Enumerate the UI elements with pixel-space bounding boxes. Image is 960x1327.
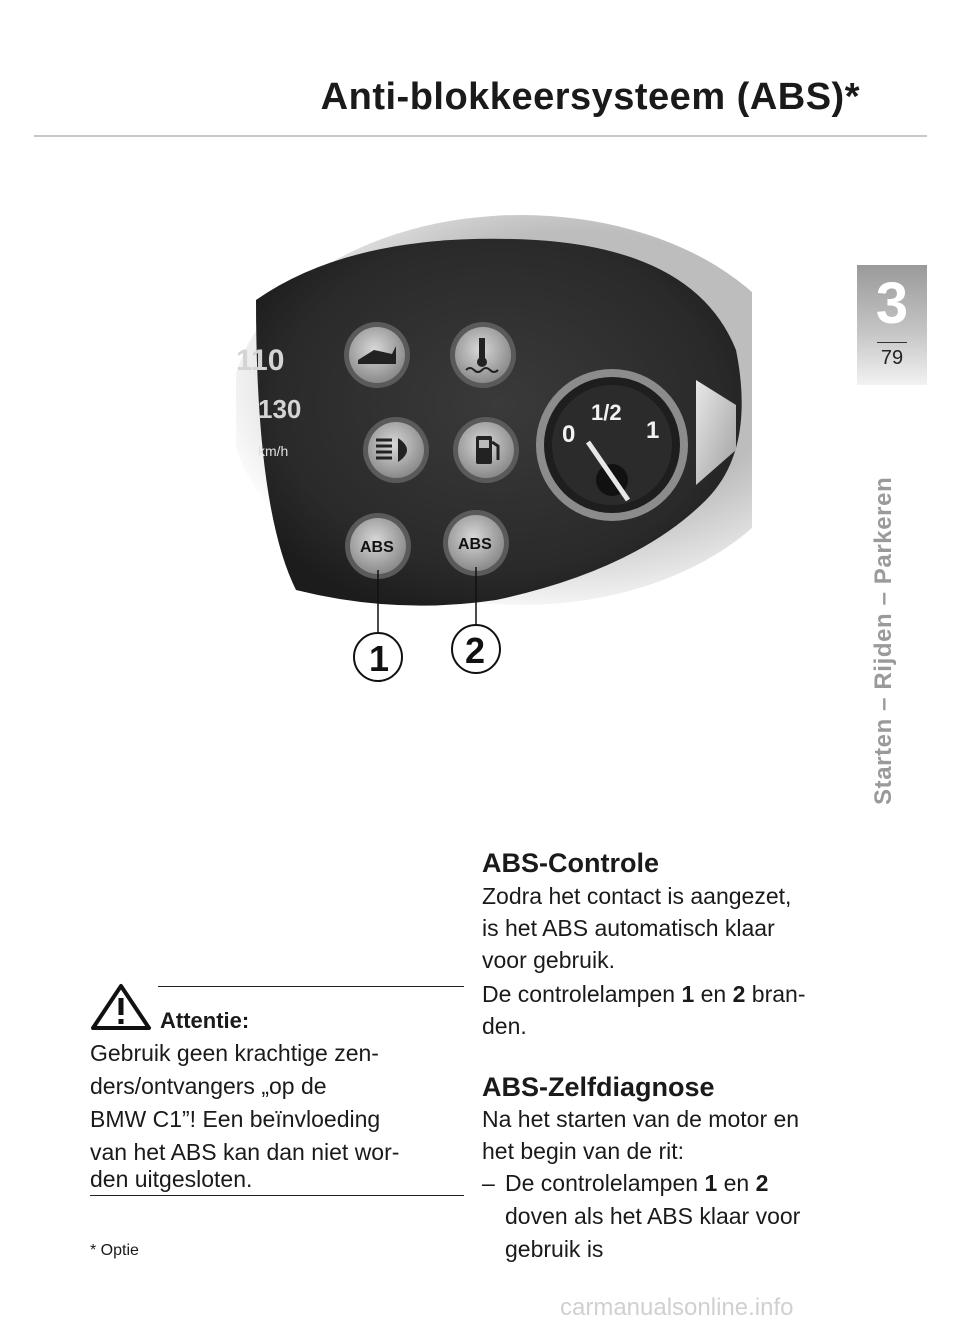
abs-controle-lamp-line-end: den. bbox=[482, 1013, 527, 1039]
oil-pressure-warning-icon bbox=[344, 322, 410, 388]
speedometer-130-label: 130 bbox=[258, 394, 302, 424]
chapter-tab-divider bbox=[877, 342, 907, 343]
abs-lamp-2-label: ABS bbox=[458, 536, 492, 553]
bullet-line-3: gebruik is bbox=[505, 1236, 604, 1262]
warning-title: Attentie: bbox=[160, 1008, 250, 1033]
fuel-gauge-full-label: 1 bbox=[646, 417, 660, 444]
bullet-text-a: De controlelampen bbox=[505, 1170, 705, 1196]
warning-line-1: Gebruik geen krachtige zen- bbox=[90, 1040, 379, 1066]
fuel-reserve-icon bbox=[453, 417, 519, 483]
chapter-tab bbox=[857, 265, 927, 385]
warning-top-rule bbox=[158, 986, 464, 987]
fuel-gauge bbox=[536, 369, 688, 521]
lamp-text-en: en bbox=[694, 981, 733, 1007]
bullet-line-2: doven als het ABS klaar voor bbox=[505, 1203, 801, 1229]
fuel-gauge-empty-label: 0 bbox=[562, 421, 576, 448]
warning-triangle-icon bbox=[90, 983, 152, 1031]
callout-1-label: 1 bbox=[369, 638, 390, 679]
speedometer-unit-label: km/h bbox=[258, 443, 289, 459]
fuel-gauge-half-label: 1/2 bbox=[591, 400, 622, 425]
abs-controle-line-3: voor gebruik. bbox=[482, 947, 615, 973]
abs-controle-lamp-line bbox=[482, 978, 806, 1011]
bullet-ref-1: 1 bbox=[704, 1170, 718, 1196]
lamp-ref-1: 1 bbox=[681, 981, 695, 1007]
page-title: Anti-blokkeersysteem (ABS)* bbox=[320, 76, 860, 118]
speedometer-110-label: 110 bbox=[236, 344, 285, 377]
lamp-text-a: De controlelampen bbox=[482, 981, 682, 1007]
page-number: 79 bbox=[880, 347, 904, 369]
chapter-number: 3 bbox=[875, 271, 909, 336]
abs-controle-line-1: Zodra het contact is aangezet, bbox=[482, 883, 792, 909]
coolant-temperature-icon bbox=[450, 322, 516, 388]
warning-line-3: BMW C1”! Een beïnvloeding bbox=[90, 1106, 381, 1132]
bullet-line-1 bbox=[505, 1167, 768, 1200]
abs-warning-lamp-2 bbox=[443, 510, 509, 576]
bullet-text-en: en bbox=[717, 1170, 756, 1196]
abs-warning-lamp-1 bbox=[345, 513, 411, 579]
headlight-indicator-icon bbox=[363, 417, 429, 483]
chapter-side-label: Starten – Rijden – Parkeren bbox=[870, 476, 897, 805]
abs-lamp-1-label: ABS bbox=[360, 539, 394, 556]
lamp-text-b: bran- bbox=[745, 981, 806, 1007]
warning-line-4: van het ABS kan dan niet wor- bbox=[90, 1139, 400, 1165]
abs-controle-line-2: is het ABS automatisch klaar bbox=[482, 915, 775, 941]
abs-zelfdiagnose-line-1: Na het starten van de motor en bbox=[482, 1106, 800, 1132]
header-divider bbox=[34, 135, 927, 137]
abs-zelfdiagnose-heading: ABS-Zelfdiagnose bbox=[482, 1072, 715, 1102]
callout-2-label: 2 bbox=[465, 630, 486, 671]
warning-line-2: ders/ontvangers „op de bbox=[90, 1073, 327, 1099]
footnote: * Optie bbox=[90, 1242, 139, 1259]
instrument-cluster-figure bbox=[236, 210, 752, 700]
bullet-ref-2: 2 bbox=[755, 1170, 769, 1196]
lamp-ref-2: 2 bbox=[732, 981, 746, 1007]
abs-zelfdiagnose-line-2: het begin van de rit: bbox=[482, 1138, 685, 1164]
warning-bottom-rule bbox=[90, 1195, 464, 1196]
warning-line-5: den uitgesloten. bbox=[90, 1166, 253, 1192]
bullet-dash: – bbox=[482, 1170, 495, 1196]
watermark: carmanualsonline.info bbox=[560, 1294, 794, 1321]
abs-controle-heading: ABS-Controle bbox=[482, 848, 659, 878]
